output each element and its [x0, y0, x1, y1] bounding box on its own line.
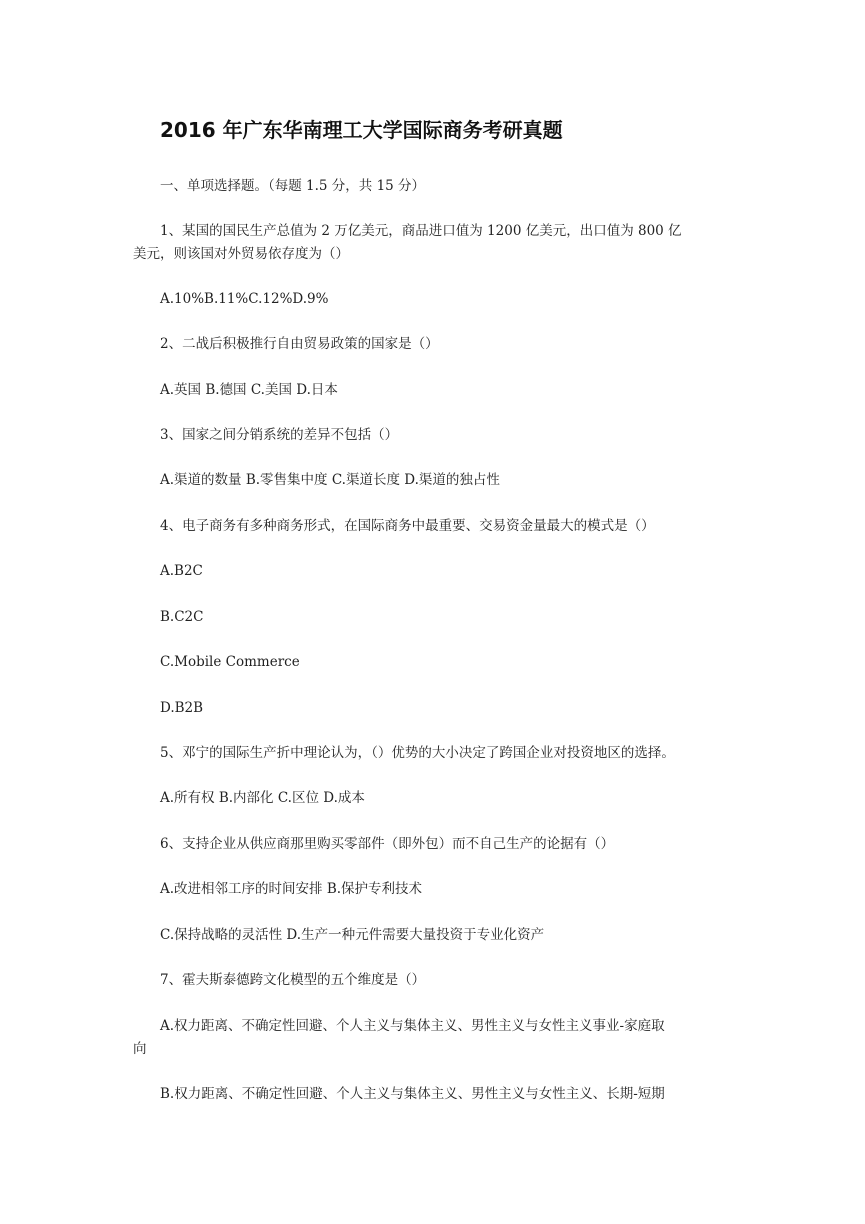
question-4-option-d: D.B2B [160, 700, 204, 716]
page-title: 2016 年广东华南理工大学国际商务考研真题 [160, 118, 563, 142]
question-3-text: 3、国家之间分销系统的差异不包括（） [160, 427, 399, 443]
question-4-text: 4、电子商务有多种商务形式，在国际商务中最重要、交易资金量最大的模式是（） [160, 518, 655, 534]
question-5-text: 5、邓宁的国际生产折中理论认为，（）优势的大小决定了跨国企业对投资地区的选择。 [160, 745, 675, 761]
question-4-option-a: A.B2C [160, 563, 203, 579]
question-1-options: A.10%B.11%C.12%D.9% [160, 291, 329, 307]
question-7-option-a-line-2: 向 [133, 1041, 147, 1057]
question-2-options: A.英国 B.德国 C.美国 D.日本 [160, 382, 338, 398]
question-6-options-line-2: C.保持战略的灵活性 D.生产一种元件需要大量投资于专业化资产 [160, 927, 545, 943]
question-7-option-a-line-1: A.权力距离、不确定性回避、个人主义与集体主义、男性主义与女性主义事业-家庭取 [160, 1018, 665, 1034]
question-7-text: 7、霍夫斯泰德跨文化模型的五个维度是（） [160, 972, 426, 988]
question-6-text: 6、支持企业从供应商那里购买零部件（即外包）而不自己生产的论据有（） [160, 836, 615, 852]
question-1-text-line-1: 1、某国的国民生产总值为 2 万亿美元，商品进口值为 1200 亿美元，出口值为 800 亿 [160, 223, 682, 239]
question-1-text-line-2: 美元，则该国对外贸易依存度为（） [133, 246, 349, 262]
question-2-text: 2、二战后积极推行自由贸易政策的国家是（） [160, 336, 439, 352]
section-heading: 一、单项选择题。（每题 1.5 分，共 15 分） [160, 178, 426, 194]
question-4-option-c: C.Mobile Commerce [160, 654, 300, 670]
question-5-options: A.所有权 B.内部化 C.区位 D.成本 [160, 790, 365, 806]
question-7-option-b-line-1: B.权力距离、不确定性回避、个人主义与集体主义、男性主义与女性主义、长期-短期 [160, 1086, 665, 1102]
question-4-option-b: B.C2C [160, 609, 204, 625]
question-3-options: A.渠道的数量 B.零售集中度 C.渠道长度 D.渠道的独占性 [160, 472, 500, 488]
question-6-options-line-1: A.改进相邻工序的时间安排 B.保护专利技术 [160, 881, 423, 897]
